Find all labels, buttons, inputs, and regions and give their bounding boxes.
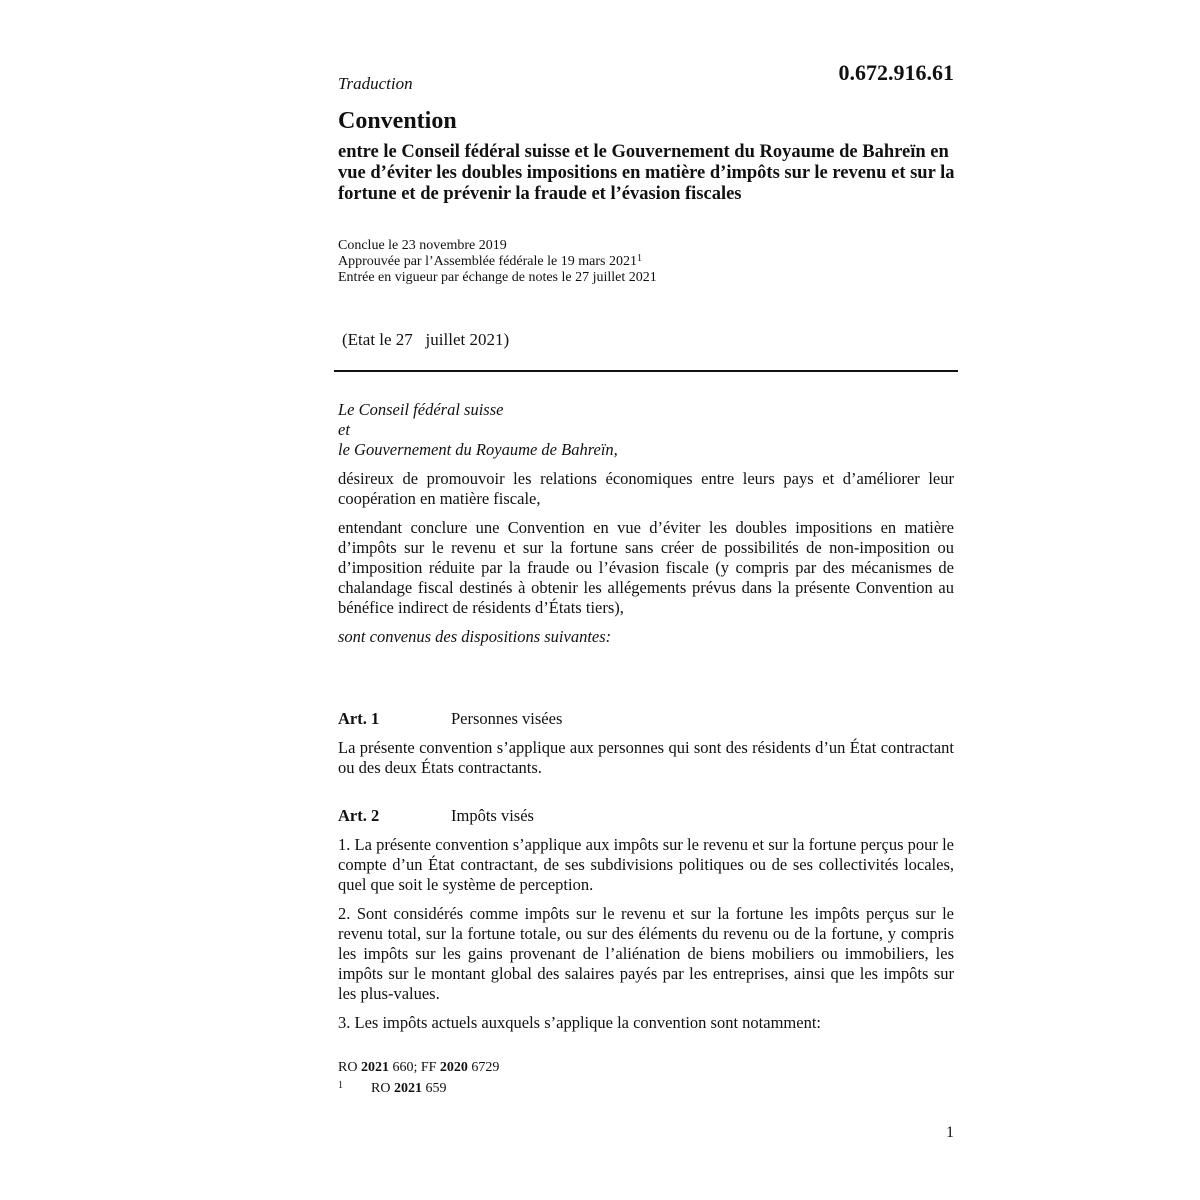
party-2: le Gouvernement du Royaume de Bahreïn, xyxy=(338,440,618,459)
article-2-number: Art. 2 xyxy=(338,806,380,825)
footnote-year: 2021 xyxy=(393,1081,422,1096)
footnote-ro-ff xyxy=(338,1059,499,1077)
preamble-paragraph-2: entendant conclure une Convention en vue d’éviter les doubles impositions en matière d’impôts sur le revenu et sur la fortune sans créer de possibilités de non-imposition ou d’imposition réduite par la fraude ou l’évasion fiscale (y compris par des mécanismes de chalandage fiscal destinés à obtenir les allégements prévus dans la présente Convention au bénéfice indirect de résidents d’États tiers), xyxy=(338,518,954,617)
page-number: 1 xyxy=(946,1124,954,1141)
article-2-paragraph-1: 1. La présente convention s’applique aux impôts sur le revenu et sur la fortune perçus pour le compte d’un État contractant, de ses subdivisions politiques ou de ses collectivités locales, quel que soit le système de perception. xyxy=(338,835,954,894)
article-1-paragraph: La présente convention s’applique aux personnes qui sont des résidents d’un État contractant ou des deux États contractants. xyxy=(338,738,954,777)
footnote-year: 2020 xyxy=(439,1060,468,1075)
party-1: Le Conseil fédéral suisse xyxy=(338,400,504,419)
date-approuvee-text: Approuvée par l’Assemblée fédérale le 19 mars 2021 xyxy=(338,254,637,269)
divider-rule xyxy=(334,370,958,372)
footnote-number: 1 xyxy=(338,1080,343,1091)
article-2-heading xyxy=(338,806,534,826)
traduction-label: Traduction xyxy=(338,74,413,93)
article-2-paragraph-3: 3. Les impôts actuels auxquels s’applique la convention sont notamment: xyxy=(338,1013,821,1032)
etat-date xyxy=(342,330,509,350)
footnote-ref[interactable]: 1 xyxy=(636,253,642,264)
article-1-heading xyxy=(338,709,562,729)
article-2-title: Impôts visés xyxy=(451,806,534,825)
party-conjunction: et xyxy=(338,420,350,439)
preamble-parties xyxy=(338,400,954,460)
document-subtitle: entre le Conseil fédéral suisse et le Gouvernement du Royaume de Bahreïn en vue d’éviter les doubles impositions en matière d’impôts sur le revenu et sur la fortune et de prévenir la fraude et l’évasion fiscales xyxy=(338,142,955,204)
article-2-paragraph-2: 2. Sont considérés comme impôts sur le revenu et sur la fortune les impôts perçus sur le revenu total, sur la fortune totale, ou sur des éléments du revenu ou de la fortune, y compris les impôts sur les gains provenant de l’aliénation de biens mobiliers ou immobiliers, les impôts sur le montant global des salaires payés par les entreprises, ainsi que les impôts sur les plus-values. xyxy=(338,904,954,1003)
preamble-convenus: sont convenus des dispositions suivantes: xyxy=(338,627,612,646)
sr-number: 0.672.916.61 xyxy=(838,60,954,85)
dates-block xyxy=(338,238,657,286)
footnote-text: RO xyxy=(338,1060,361,1075)
document-title: Convention xyxy=(338,108,457,134)
date-approuvee xyxy=(338,254,657,270)
footnote-text: RO xyxy=(371,1081,394,1096)
etat-text: (Etat le 27 juillet 2021) xyxy=(342,330,510,349)
article-1-title: Personnes visées xyxy=(451,709,563,728)
footnote-text: 6729 xyxy=(467,1060,500,1075)
footnote-year: 2021 xyxy=(360,1060,389,1075)
footnote-1 xyxy=(338,1077,499,1098)
date-entree: Entrée en vigueur par échange de notes le 27 juillet 2021 xyxy=(338,270,657,285)
preamble-paragraph-1: désireux de promouvoir les relations économiques entre leurs pays et d’améliorer leur coopération en matière fiscale, xyxy=(338,469,954,508)
footnote-text: 660; FF xyxy=(388,1060,440,1075)
footnotes xyxy=(338,1059,499,1098)
footnote-text: 659 xyxy=(421,1081,447,1096)
article-1-number: Art. 1 xyxy=(338,709,380,728)
date-conclue: Conclue le 23 novembre 2019 xyxy=(338,238,507,253)
